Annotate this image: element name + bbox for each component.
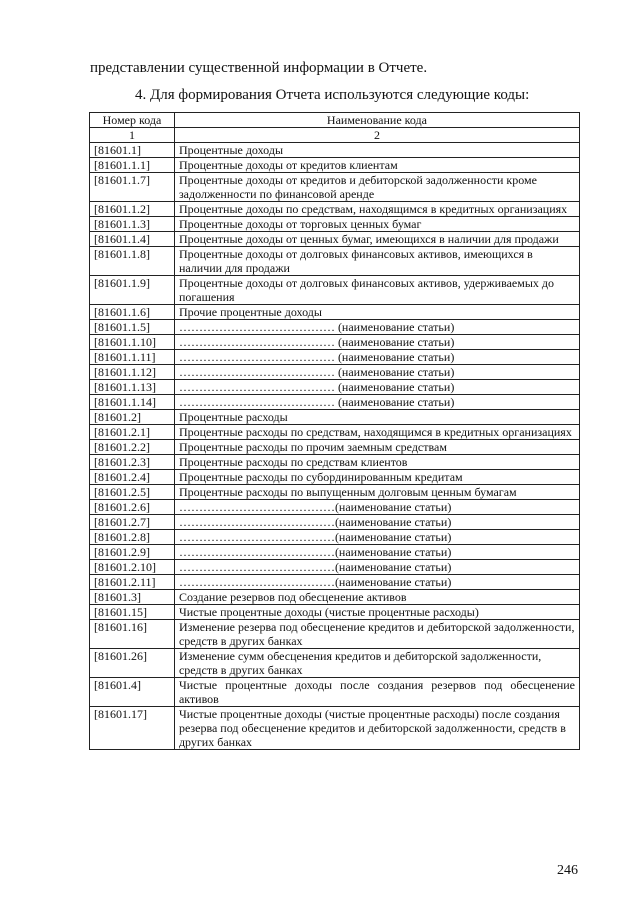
code-cell: [81601.2.2]	[90, 440, 175, 455]
code-name-cell: …………………………………(наименование статьи)	[174, 545, 579, 560]
code-cell: [81601.1.10]	[90, 335, 175, 350]
code-name-cell: ………………………………… (наименование статьи)	[174, 320, 579, 335]
code-cell: [81601.1.1]	[90, 158, 175, 173]
code-name-cell: Изменение сумм обесценения кредитов и дебиторской задолженности, средств в других банках	[174, 649, 579, 678]
table-row	[90, 649, 580, 678]
code-name-cell: Создание резервов под обесценение активов	[174, 590, 579, 605]
table-row	[90, 678, 580, 707]
code-cell: [81601.15]	[90, 605, 175, 620]
code-cell: [81601.1.7]	[90, 173, 175, 202]
code-cell: [81601.2.4]	[90, 470, 175, 485]
table-row	[90, 395, 580, 410]
code-name-cell: Процентные расходы по субординированным кредитам	[174, 470, 579, 485]
table-body	[90, 143, 580, 750]
code-name-cell: Процентные расходы по средствам клиентов	[174, 455, 579, 470]
code-cell: [81601.1.13]	[90, 380, 175, 395]
code-cell: [81601.2.9]	[90, 545, 175, 560]
code-cell: [81601.2.10]	[90, 560, 175, 575]
column-number-row	[90, 128, 580, 143]
table-row	[90, 485, 580, 500]
code-name-cell: Процентные доходы	[174, 143, 579, 158]
code-cell: [81601.2.8]	[90, 530, 175, 545]
code-name-cell: Процентные расходы по выпущенным долговым ценным бумагам	[174, 485, 579, 500]
table-row	[90, 620, 580, 649]
table-row	[90, 276, 580, 305]
code-cell: [81601.2.5]	[90, 485, 175, 500]
table-row	[90, 500, 580, 515]
table-row	[90, 143, 580, 158]
code-cell: [81601.3]	[90, 590, 175, 605]
code-cell: [81601.4]	[90, 678, 175, 707]
table-row	[90, 605, 580, 620]
table-row	[90, 365, 580, 380]
code-cell: [81601.1.4]	[90, 232, 175, 247]
code-name-cell: Процентные доходы от кредитов и дебиторской задолженности кроме задолженности по финансовой аренде	[174, 173, 579, 202]
table-row	[90, 530, 580, 545]
code-name-cell: …………………………………(наименование статьи)	[174, 530, 579, 545]
table-row	[90, 335, 580, 350]
code-cell: [81601.17]	[90, 707, 175, 750]
code-cell: [81601.1.12]	[90, 365, 175, 380]
code-name-cell: ………………………………… (наименование статьи)	[174, 380, 579, 395]
table-row	[90, 158, 580, 173]
code-name-cell: Процентные доходы от торговых ценных бумаг	[174, 217, 579, 232]
table-row	[90, 305, 580, 320]
page-number: 246	[557, 863, 578, 878]
code-name-cell: …………………………………(наименование статьи)	[174, 500, 579, 515]
code-name-cell: Процентные расходы по прочим заемным средствам	[174, 440, 579, 455]
table-row	[90, 217, 580, 232]
table-row	[90, 707, 580, 750]
header-code-name: Наименование кода	[174, 113, 579, 128]
table-row	[90, 380, 580, 395]
code-name-cell: Процентные доходы от ценных бумаг, имеющихся в наличии для продажи	[174, 232, 579, 247]
code-cell: [81601.16]	[90, 620, 175, 649]
code-name-cell: Изменение резерва под обесценение кредитов и дебиторской задолженности, средств в других банках	[174, 620, 579, 649]
code-cell: [81601.1.14]	[90, 395, 175, 410]
code-name-cell: …………………………………(наименование статьи)	[174, 575, 579, 590]
section-heading: 4. Для формирования Отчета используются следующие коды:	[135, 87, 530, 103]
code-name-cell: Процентные расходы	[174, 410, 579, 425]
code-name-cell: Процентные доходы от долговых финансовых активов, удерживаемых до погашения	[174, 276, 579, 305]
code-name-cell: Чистые процентные доходы после создания резервов под обесценение активов	[174, 678, 579, 707]
table-row	[90, 202, 580, 217]
code-cell: [81601.1.5]	[90, 320, 175, 335]
code-name-cell: Чистые процентные доходы (чистые процентные расходы)	[174, 605, 579, 620]
table-row	[90, 440, 580, 455]
code-cell: [81601.2.6]	[90, 500, 175, 515]
table-row	[90, 545, 580, 560]
code-cell: [81601.2.7]	[90, 515, 175, 530]
code-cell: [81601.2.1]	[90, 425, 175, 440]
code-cell: [81601.2.3]	[90, 455, 175, 470]
code-cell: [81601.26]	[90, 649, 175, 678]
code-name-cell: Чистые процентные доходы (чистые процентные расходы) после создания резерва под обесценение кредитов и дебиторской задолженности, средств в других банках	[174, 707, 579, 750]
code-name-cell: Процентные доходы от долговых финансовых активов, имеющихся в наличии для продажи	[174, 247, 579, 276]
table-row	[90, 590, 580, 605]
code-cell: [81601.2]	[90, 410, 175, 425]
code-name-cell: …………………………………(наименование статьи)	[174, 560, 579, 575]
code-cell: [81601.1]	[90, 143, 175, 158]
code-cell: [81601.1.11]	[90, 350, 175, 365]
header-code-number: Номер кода	[90, 113, 175, 128]
code-cell: [81601.1.3]	[90, 217, 175, 232]
column-number-1: 1	[90, 128, 175, 143]
code-name-cell: Процентные расходы по средствам, находящимся в кредитных организациях	[174, 425, 579, 440]
table-row	[90, 410, 580, 425]
code-cell: [81601.1.2]	[90, 202, 175, 217]
table-row	[90, 470, 580, 485]
column-number-2: 2	[174, 128, 579, 143]
code-cell: [81601.2.11]	[90, 575, 175, 590]
code-name-cell: ………………………………… (наименование статьи)	[174, 365, 579, 380]
table-row	[90, 560, 580, 575]
table-header-row	[90, 113, 580, 128]
table-row	[90, 247, 580, 276]
continuation-text: представлении существенной информации в Отчете.	[90, 60, 428, 76]
code-cell: [81601.1.9]	[90, 276, 175, 305]
code-name-cell: ………………………………… (наименование статьи)	[174, 335, 579, 350]
table-row	[90, 575, 580, 590]
code-name-cell: …………………………………(наименование статьи)	[174, 515, 579, 530]
code-cell: [81601.1.6]	[90, 305, 175, 320]
table-row	[90, 455, 580, 470]
table-row	[90, 425, 580, 440]
codes-table	[89, 112, 580, 750]
table-row	[90, 320, 580, 335]
code-name-cell: Процентные доходы от кредитов клиентам	[174, 158, 579, 173]
table-row	[90, 232, 580, 247]
table-row	[90, 173, 580, 202]
code-cell: [81601.1.8]	[90, 247, 175, 276]
code-name-cell: ………………………………… (наименование статьи)	[174, 395, 579, 410]
code-name-cell: Процентные доходы по средствам, находящимся в кредитных организациях	[174, 202, 579, 217]
table-row	[90, 515, 580, 530]
table-row	[90, 350, 580, 365]
code-name-cell: ………………………………… (наименование статьи)	[174, 350, 579, 365]
code-name-cell: Прочие процентные доходы	[174, 305, 579, 320]
